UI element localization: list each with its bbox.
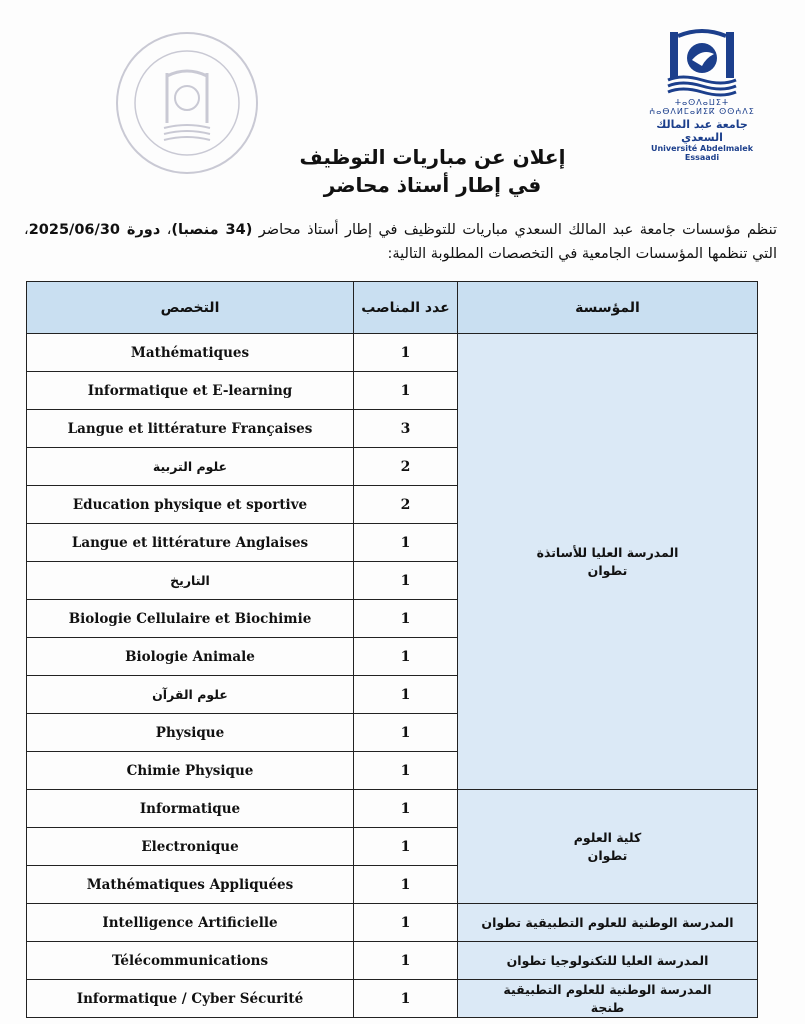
university-logo [647,28,757,162]
positions-count-cell: 1 [354,904,458,942]
specialty-cell: Informatique et E-learning [27,372,354,410]
positions-count-cell: 2 [354,486,458,524]
table-row [27,904,758,942]
positions-count-cell: 1 [354,372,458,410]
institution-name-line: المدرسة الوطنية للعلوم التطبيقية تطوان [481,914,734,930]
institution-cell [458,790,758,904]
positions-count-cell: 1 [354,334,458,372]
positions-count-cell: 1 [354,942,458,980]
specialty-cell: Télécommunications [27,942,354,980]
intro-text-3: ، التي تنظمها المؤسسات الجامعية في التخصصات المطلوبة التالية: [24,222,777,262]
specialty-cell: Informatique / Cyber Sécurité [27,980,354,1018]
intro-positions-count: (34 منصبا) [171,222,253,238]
positions-count-cell: 1 [354,828,458,866]
positions-count-cell: 1 [354,562,458,600]
table-row [27,980,758,1018]
institution-name-line: المدرسة الوطنية للعلوم التطبيقية [503,981,712,997]
specialty-cell: Informatique [27,790,354,828]
positions-count-cell: 1 [354,524,458,562]
header-institution: المؤسسة [458,282,758,334]
institution-cell [458,334,758,790]
header-positions: عدد المناصب [354,282,458,334]
specialty-cell: Education physique et sportive [27,486,354,524]
positions-count-cell: 1 [354,752,458,790]
positions-count-cell: 1 [354,866,458,904]
positions-count-cell: 3 [354,410,458,448]
specialty-cell: علوم التربية [27,448,354,486]
table-header-row [27,282,758,334]
positions-count-cell: 2 [354,448,458,486]
specialty-cell: Intelligence Artificielle [27,904,354,942]
positions-count-cell: 1 [354,714,458,752]
institution-name-line: طنجة [590,999,625,1015]
institution-cell [458,904,758,942]
announcement-title [0,143,805,199]
institution-name-line: تطوان [587,847,628,863]
specialty-cell: Electronique [27,828,354,866]
specialty-cell: Biologie Cellulaire et Biochimie [27,600,354,638]
positions-count-cell: 1 [354,638,458,676]
specialty-cell: علوم القرآن [27,676,354,714]
header-specialty: التخصص [27,282,354,334]
positions-count-cell: 1 [354,790,458,828]
specialty-cell: Langue et littérature Anglaises [27,524,354,562]
logo-tifinagh-text: ⵜⴰⵙⴷⴰⵡⵉⵜ ⵄⴰⴱⴷⵍⵎⴰⵍⵉⴽ ⵙⵙⵄⴷⵉ [649,98,755,116]
specialty-cell: التاريخ [27,562,354,600]
positions-count-cell: 1 [354,600,458,638]
positions-table [26,281,758,1018]
table-row [27,790,758,828]
institution-name-line: المدرسة العليا للتكنولوجيا تطوان [506,952,709,968]
institution-cell [458,980,758,1018]
university-emblem-icon [662,28,742,98]
specialty-cell: Physique [27,714,354,752]
specialty-cell: Langue et littérature Françaises [27,410,354,448]
specialty-cell: Mathématiques Appliquées [27,866,354,904]
intro-text-2: ، [160,222,172,238]
specialty-cell: Chimie Physique [27,752,354,790]
specialty-cell: Mathématiques [27,334,354,372]
intro-paragraph [24,218,777,266]
table-row [27,334,758,372]
logo-arabic-text: جامعة عبد المالك السعدي [656,118,748,144]
positions-count-cell: 1 [354,980,458,1018]
title-line-2: في إطار أستاذ محاضر [323,173,542,197]
logo-french-text: Université Abdelmalek Essaadi [650,144,754,162]
intro-text-1: تنظم مؤسسات جامعة عبد المالك السعدي مباريات للتوظيف في إطار أستاذ محاضر [252,222,777,238]
title-line-1: إعلان عن مباريات التوظيف [299,145,566,169]
table-body [27,334,758,1018]
specialty-cell: Biologie Animale [27,638,354,676]
institution-name-line: كلية العلوم [573,829,642,845]
institution-name-line: المدرسة العليا للأساتذة [536,544,679,560]
table-row [27,942,758,980]
institution-cell [458,942,758,980]
positions-count-cell: 1 [354,676,458,714]
intro-session-date: دورة 2025/06/30 [28,222,161,238]
institution-name-line: تطوان [587,562,628,578]
